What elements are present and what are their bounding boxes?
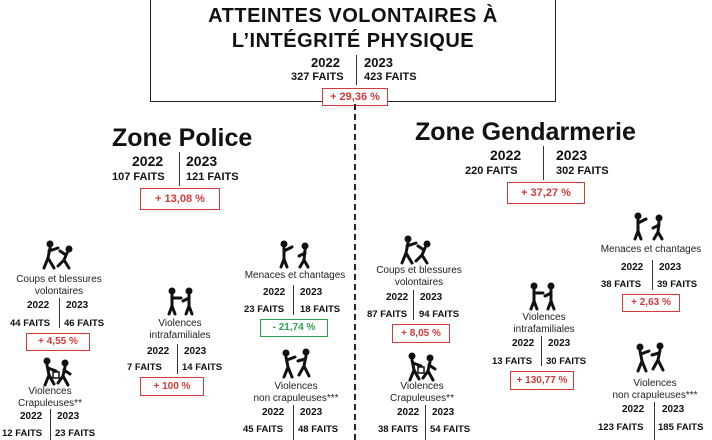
police-menaces-label-line1: Menaces et chantages: [244, 270, 346, 281]
police-crap-label-line1: Violences: [28, 386, 72, 397]
gendarmerie-crap-faits-2023: 54 FAITS: [430, 424, 471, 435]
header-divider: [356, 55, 357, 85]
police-intra-divider: [177, 344, 178, 374]
police-menaces-divider: [293, 285, 294, 315]
police-menaces-year-2023: 2023: [300, 287, 323, 298]
threat-icon: [278, 240, 312, 268]
police-crap-year-2023: 2023: [57, 411, 80, 422]
police-menaces-change-badge: - 21,74 %: [260, 319, 328, 337]
gendarmerie-intra-label-line1: Violences: [522, 312, 566, 323]
header-box: [150, 0, 556, 102]
police-coups-label-line2: volontaires: [34, 286, 84, 297]
gendarmerie-noncrap-faits-2023: 185 FAITS: [658, 422, 704, 433]
header-year-2023: 2023: [364, 55, 393, 70]
gendarmerie-change-badge: + 37,27 %: [507, 182, 585, 204]
gendarmerie-faits-2023: 302 FAITS: [556, 165, 609, 177]
police-coups-label: [4, 274, 114, 298]
police-crap-label-line2: Crapuleuses**: [18, 398, 82, 409]
gendarmerie-crap-year-2023: 2023: [432, 407, 455, 418]
gendarmerie-intra-faits-2023: 30 FAITS: [546, 356, 587, 367]
gendarmerie-crap-label-line1: Violences: [400, 381, 444, 392]
gendarmerie-noncrap-year-2022: 2022: [622, 404, 645, 415]
robbery-icon: [40, 357, 74, 387]
family-violence-icon: [166, 287, 196, 315]
gendarmerie-noncrap-label-line1: Violences: [633, 378, 677, 389]
gendarmerie-coups-year-2022: 2022: [386, 292, 409, 303]
police-coups-change-badge: + 4,55 %: [26, 333, 90, 351]
assault-icon: [280, 348, 314, 378]
threat-icon: [632, 212, 666, 240]
gendarmerie-zone-title: Zone Gendarmerie: [415, 118, 636, 146]
header-title-line2: L’INTÉGRITÉ PHYSIQUE: [231, 30, 475, 52]
police-coups-year-2023: 2023: [66, 300, 89, 311]
police-crap-faits-2023: 23 FAITS: [55, 428, 96, 439]
police-intra-year-2023: 2023: [184, 346, 207, 357]
gendarmerie-coups-faits-2023: 94 FAITS: [419, 309, 460, 320]
gendarmerie-menaces-year-2023: 2023: [659, 262, 682, 273]
police-coups-faits-2022: 44 FAITS: [10, 318, 51, 329]
gendarmerie-noncrap-faits-2022: 123 FAITS: [598, 422, 644, 433]
gendarmerie-coups-label: [364, 265, 474, 289]
gendarmerie-intra-faits-2022: 13 FAITS: [492, 356, 533, 367]
robbery-icon: [405, 352, 439, 382]
gendarmerie-menaces-change-badge: + 2,63 %: [622, 294, 680, 312]
police-noncrap-label: [246, 381, 346, 405]
police-menaces-label: [240, 270, 350, 282]
gendarmerie-intra-label: [494, 312, 594, 336]
gendarmerie-coups-divider: [413, 290, 414, 320]
police-coups-faits-2023: 46 FAITS: [64, 318, 105, 329]
gendarmerie-coups-faits-2022: 87 FAITS: [367, 309, 408, 320]
police-faits-2022: 107 FAITS: [112, 171, 165, 183]
police-faits-2023: 121 FAITS: [186, 171, 239, 183]
gendarmerie-year-2023: 2023: [556, 147, 588, 163]
gendarmerie-intra-year-2023: 2023: [548, 338, 571, 349]
header-faits-2022: 327 FAITS: [291, 71, 344, 83]
header-faits-2023: 423 FAITS: [364, 71, 417, 83]
gendarmerie-coups-label-line2: volontaires: [394, 277, 444, 288]
gendarmerie-noncrap-divider: [654, 402, 655, 440]
gendarmerie-coups-change-badge: + 8,05 %: [392, 324, 450, 343]
gendarmerie-coups-year-2023: 2023: [420, 292, 443, 303]
gendarmerie-noncrap-label-line2: non crapuleuses***: [612, 390, 698, 401]
gendarmerie-crap-label: [372, 381, 472, 405]
police-intra-label-line2: intrafamiliales: [149, 330, 211, 341]
police-noncrap-year-2022: 2022: [262, 407, 285, 418]
gendarmerie-menaces-faits-2023: 39 FAITS: [657, 279, 698, 290]
police-divider: [179, 152, 180, 186]
gendarmerie-intra-year-2022: 2022: [512, 338, 535, 349]
police-menaces-year-2022: 2022: [263, 287, 286, 298]
police-menaces-faits-2023: 18 FAITS: [300, 304, 341, 315]
police-noncrap-faits-2022: 45 FAITS: [243, 424, 284, 435]
police-coups-year-2022: 2022: [27, 300, 50, 311]
police-noncrap-label-line1: Violences: [274, 381, 318, 392]
police-noncrap-faits-2023: 48 FAITS: [298, 424, 339, 435]
police-year-2023: 2023: [186, 153, 218, 169]
header-change-badge: + 29,36 %: [322, 88, 388, 106]
police-crap-divider: [50, 409, 51, 440]
gendarmerie-menaces-label-line1: Menaces et chantages: [600, 244, 702, 255]
gendarmerie-coups-label-line1: Coups et blessures: [376, 265, 462, 276]
gendarmerie-menaces-year-2022: 2022: [621, 262, 644, 273]
gendarmerie-intra-change-badge: + 130,77 %: [510, 371, 574, 390]
police-intra-label: [130, 318, 230, 342]
family-violence-icon: [528, 282, 558, 310]
police-intra-faits-2022: 7 FAITS: [127, 362, 162, 373]
police-crap-label: [0, 386, 100, 410]
police-noncrap-year-2023: 2023: [300, 407, 323, 418]
gendarmerie-intra-divider: [541, 336, 542, 366]
police-intra-faits-2023: 14 FAITS: [182, 362, 223, 373]
gendarmerie-crap-year-2022: 2022: [397, 407, 420, 418]
assault-icon: [634, 342, 668, 372]
police-intra-label-line1: Violences: [158, 318, 202, 329]
police-intra-year-2022: 2022: [147, 346, 170, 357]
header-title-line1: ATTEINTES VOLONTAIRES À: [208, 5, 498, 27]
zone-separator: [354, 104, 356, 440]
police-noncrap-divider: [293, 405, 294, 440]
gendarmerie-menaces-divider: [652, 260, 653, 290]
police-menaces-faits-2022: 23 FAITS: [244, 304, 285, 315]
header-year-2022: 2022: [311, 55, 340, 70]
fighting-people-icon: [400, 235, 434, 265]
police-intra-change-badge: + 100 %: [140, 377, 204, 396]
gendarmerie-intra-label-line2: intrafamiliales: [513, 324, 575, 335]
police-crap-year-2022: 2022: [20, 411, 43, 422]
gendarmerie-menaces-faits-2022: 38 FAITS: [601, 279, 642, 290]
gendarmerie-divider: [543, 146, 544, 180]
gendarmerie-faits-2022: 220 FAITS: [465, 165, 518, 177]
gendarmerie-noncrap-label: [600, 378, 710, 402]
police-crap-faits-2022: 12 FAITS: [2, 428, 43, 439]
police-noncrap-label-line2: non crapuleuses***: [253, 393, 339, 404]
police-zone-title: Zone Police: [112, 124, 253, 152]
police-coups-divider: [59, 298, 60, 328]
gendarmerie-crap-label-line2: Crapuleuses**: [390, 393, 454, 404]
police-change-badge: + 13,08 %: [140, 188, 220, 210]
police-coups-label-line1: Coups et blessures: [16, 274, 102, 285]
police-year-2022: 2022: [132, 153, 164, 169]
gendarmerie-noncrap-year-2023: 2023: [662, 404, 685, 415]
gendarmerie-menaces-label: [594, 244, 708, 256]
gendarmerie-year-2022: 2022: [490, 147, 522, 163]
gendarmerie-crap-faits-2022: 38 FAITS: [378, 424, 419, 435]
gendarmerie-crap-divider: [425, 405, 426, 440]
fighting-people-icon: [42, 240, 76, 270]
